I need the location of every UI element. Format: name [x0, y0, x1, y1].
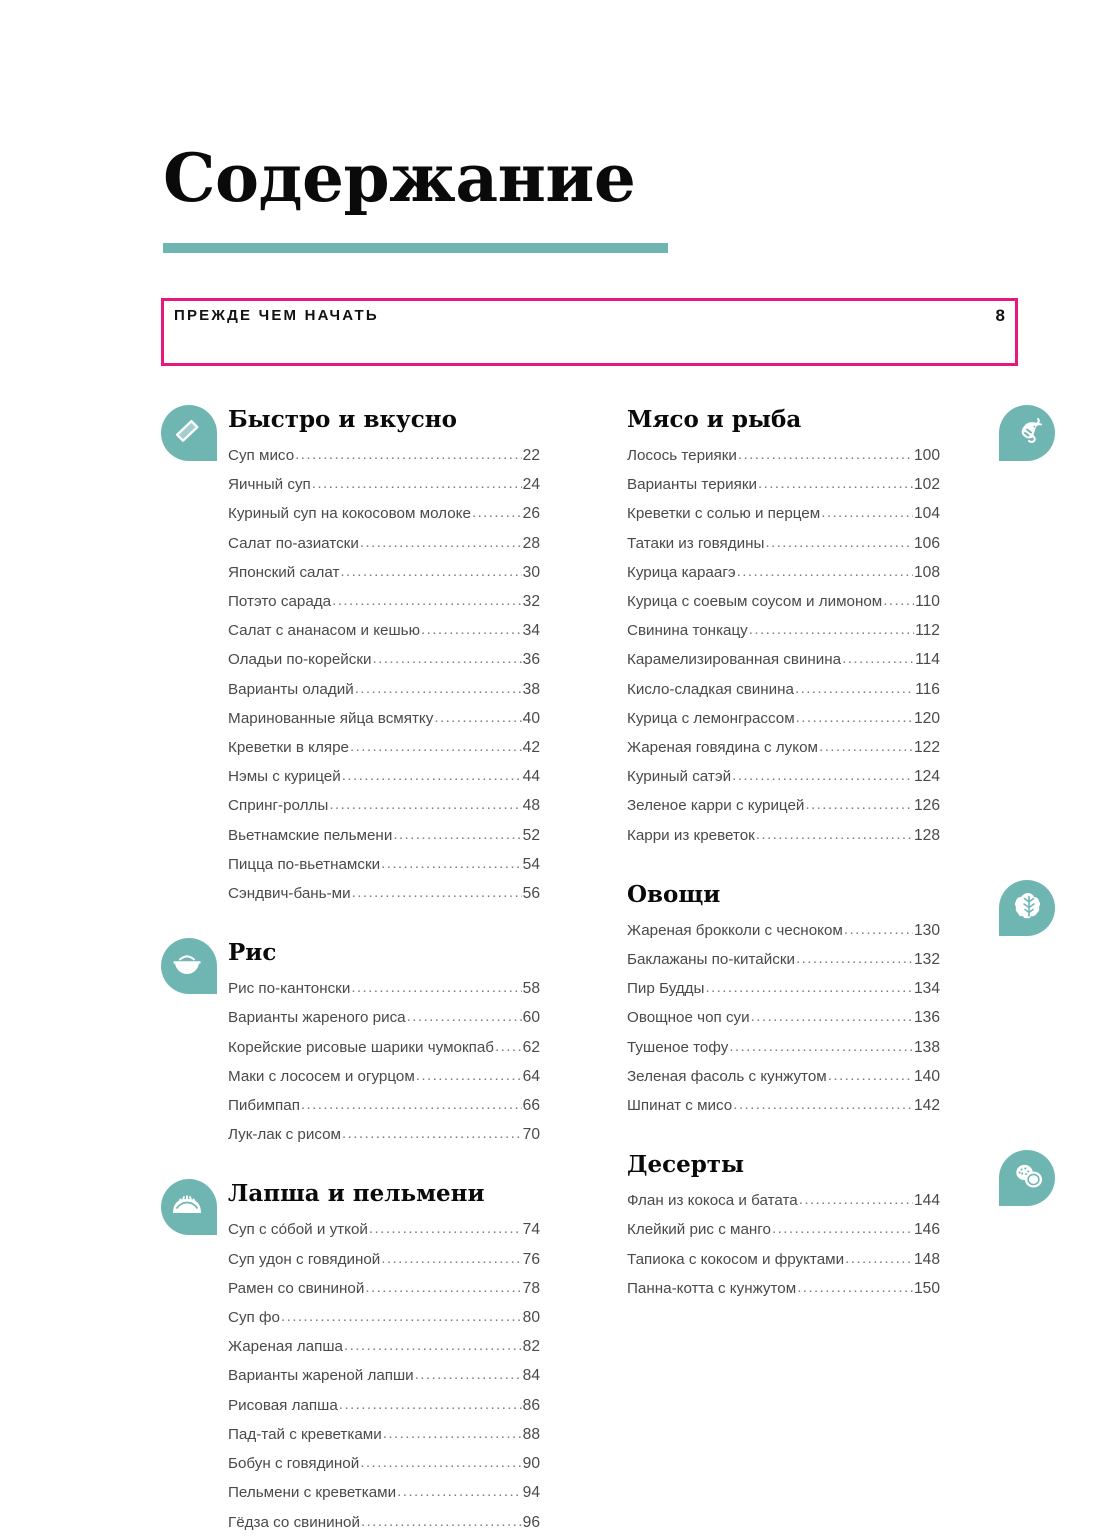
toc-entry-page-number: 84 — [522, 1367, 540, 1385]
dot-leader — [495, 1032, 522, 1061]
toc-entry-title: Гёдза со свининой — [228, 1513, 360, 1531]
toc-entry[interactable] — [627, 499, 940, 528]
toc-entry-page-number: 140 — [913, 1067, 940, 1085]
toc-entry[interactable] — [627, 762, 940, 791]
toc-entry-title: Курица караагэ — [627, 563, 736, 581]
toc-entry-title: Суп с со́бой и уткой — [228, 1221, 368, 1239]
dot-leader — [738, 440, 913, 469]
toc-entry-page-number: 120 — [913, 709, 940, 727]
toc-entry-title: Варианты терияки — [627, 476, 757, 494]
dot-leader — [332, 586, 522, 615]
toc-entry[interactable] — [228, 1332, 540, 1361]
toc-entry-page-number: 132 — [913, 951, 940, 969]
toc-entry-page-number: 112 — [915, 622, 940, 640]
toc-entry[interactable] — [228, 1420, 540, 1449]
toc-entry-page-number: 26 — [522, 505, 540, 523]
toc-entry-page-number: 116 — [915, 680, 940, 698]
toc-entry[interactable] — [228, 1062, 540, 1091]
dot-leader — [797, 1273, 913, 1302]
toc-entry-title: Жареная лапша — [228, 1338, 343, 1356]
toc-entry-page-number: 36 — [522, 651, 540, 669]
toc-entry[interactable] — [228, 1361, 540, 1390]
toc-entry-title: Суп мисо — [228, 447, 295, 464]
toc-entry[interactable] — [627, 1062, 940, 1091]
dot-leader — [795, 674, 914, 703]
toc-entry-page-number: 38 — [522, 680, 540, 698]
toc-entry-title: Куриный сатэй — [627, 768, 732, 786]
dot-leader — [729, 1032, 913, 1061]
toc-entry[interactable] — [627, 675, 940, 704]
toc-entry[interactable] — [228, 558, 540, 587]
toc-entry-title: Креветки с солью и перцем — [627, 505, 821, 523]
toc-entry[interactable] — [627, 1091, 940, 1120]
toc-entry-title: Маринованные яйца всмятку — [228, 709, 434, 727]
toc-entry-title: Свинина тонкацу — [627, 622, 748, 640]
toc-entry[interactable] — [627, 529, 940, 558]
toc-entry-page-number: 22 — [522, 447, 540, 464]
toc-entry-page-number: 54 — [522, 855, 540, 873]
toc-entry[interactable] — [627, 974, 940, 1003]
toc-entry[interactable] — [228, 1215, 540, 1244]
title-underline-rule — [163, 243, 668, 253]
toc-entry[interactable] — [228, 470, 540, 499]
toc-entry-page-number: 24 — [522, 476, 540, 494]
toc-entry[interactable] — [627, 916, 940, 945]
toc-entry[interactable] — [228, 675, 540, 704]
toc-entry-page-number: 80 — [522, 1309, 540, 1327]
dumpling-icon — [161, 1179, 217, 1235]
dot-leader — [373, 644, 522, 673]
dot-leader — [821, 498, 913, 527]
dot-leader — [845, 1244, 913, 1273]
dot-leader — [805, 790, 913, 819]
toc-entry[interactable] — [228, 441, 540, 470]
toc-entry-title: Рис по-кантонски — [228, 980, 351, 998]
toc-section-title: Рис — [228, 939, 277, 967]
toc-entry-title: Пицца по-вьетнамски — [228, 855, 381, 873]
toc-entry-title: Лосось терияки — [627, 447, 737, 464]
toc-entry-page-number: 62 — [522, 1038, 540, 1056]
toc-entry-page-number: 82 — [522, 1338, 540, 1356]
toc-entry-title: Сэндвич-бань-ми — [228, 885, 351, 903]
dot-leader — [737, 557, 913, 586]
toc-entry-page-number: 124 — [913, 768, 940, 786]
toc-entry-page-number: 30 — [522, 563, 540, 581]
toc-entry-page-number: 150 — [913, 1279, 940, 1297]
toc-section — [228, 1179, 540, 1536]
toc-entry-page-number: 90 — [522, 1455, 540, 1473]
toc-entry-page-number: 94 — [522, 1484, 540, 1502]
toc-entry-title: Бобун с говядиной — [228, 1455, 360, 1473]
toc-entry[interactable] — [627, 470, 940, 499]
toc-entry[interactable] — [627, 1274, 940, 1303]
toc-entry-title: Курица с лемонграссом — [627, 709, 795, 727]
intro-section-page-number: 8 — [995, 306, 1005, 325]
toc-entry-title: Рисовая лапша — [228, 1396, 338, 1414]
toc-entry-page-number: 148 — [913, 1250, 940, 1268]
toc-entry-title: Варианты жареного риса — [228, 1009, 406, 1027]
toc-entry-title: Пибимпап — [228, 1097, 300, 1115]
toc-entry[interactable] — [228, 791, 540, 820]
rice-bowl-icon — [161, 938, 217, 994]
toc-entry-page-number: 74 — [522, 1221, 540, 1239]
toc-entry[interactable] — [228, 616, 540, 645]
dot-leader — [329, 790, 521, 819]
toc-entry[interactable] — [228, 1120, 540, 1149]
toc-entry[interactable] — [228, 850, 540, 879]
toc-entry[interactable] — [228, 821, 540, 850]
toc-entry-page-number: 126 — [913, 797, 940, 815]
dot-leader — [383, 1419, 522, 1448]
dot-leader — [828, 1061, 913, 1090]
dot-leader — [361, 1507, 522, 1536]
toc-entry-page-number: 32 — [522, 593, 540, 611]
toc-entry-title: Суп удон с говядиной — [228, 1250, 381, 1268]
toc-entry[interactable] — [228, 499, 540, 528]
toc-entry[interactable] — [627, 616, 940, 645]
toc-entry[interactable] — [627, 441, 940, 470]
dot-leader — [381, 849, 522, 878]
leafy-vegetable-icon — [999, 880, 1055, 936]
toc-column-left — [228, 405, 540, 1537]
toc-entry-title: Овощное чоп суи — [627, 1009, 750, 1027]
toc-entry-page-number: 104 — [913, 505, 940, 523]
toc-entry-page-number: 64 — [522, 1067, 540, 1085]
toc-entry-title: Пельмени с креветками — [228, 1484, 397, 1502]
dot-leader — [421, 615, 522, 644]
dot-leader — [756, 820, 913, 849]
toc-entry-title: Маки с лососем и огурцом — [228, 1067, 415, 1085]
dot-leader — [369, 1214, 522, 1243]
toc-entry-title: Суп фо — [228, 1309, 280, 1327]
dot-leader — [340, 557, 521, 586]
toc-entry[interactable] — [228, 1003, 540, 1032]
toc-entry-title: Рамен со свининой — [228, 1279, 365, 1297]
toc-entry[interactable] — [627, 791, 940, 820]
dot-leader — [342, 1119, 522, 1148]
toc-entry-page-number: 60 — [522, 1009, 540, 1027]
toc-entry-title: Японский салат — [228, 563, 340, 581]
toc-section-title: Мясо и рыба — [627, 406, 802, 433]
toc-entry-title: Зеленое карри с курицей — [627, 797, 805, 815]
toc-entry[interactable] — [228, 1449, 540, 1478]
toc-entry-page-number: 58 — [522, 980, 540, 998]
toc-entry[interactable] — [627, 1186, 940, 1215]
toc-entry-page-number: 96 — [522, 1513, 540, 1531]
toc-entry-page-number: 122 — [913, 739, 940, 757]
dot-leader — [765, 528, 913, 557]
dot-leader — [434, 703, 521, 732]
toc-entry-page-number: 142 — [913, 1097, 940, 1115]
toc-entry-title: Варианты оладий — [228, 680, 354, 698]
toc-entry[interactable] — [228, 762, 540, 791]
dot-leader — [350, 732, 522, 761]
toc-entry-page-number: 52 — [522, 826, 540, 844]
toc-entry-title: Яичный суп — [228, 476, 311, 494]
dot-leader — [415, 1360, 522, 1389]
toc-entry[interactable] — [228, 587, 540, 616]
toc-entry[interactable] — [228, 529, 540, 558]
toc-section-title: Быстро и вкусно — [228, 406, 457, 433]
dot-leader — [355, 674, 522, 703]
toc-entry-page-number: 130 — [913, 921, 940, 939]
toc-entry-page-number: 44 — [522, 768, 540, 786]
toc-section — [627, 1150, 940, 1303]
dot-leader — [751, 1002, 913, 1031]
toc-entry-title: Оладьи по-корейски — [228, 651, 372, 669]
toc-section — [627, 880, 940, 1120]
toc-entry[interactable] — [228, 879, 540, 908]
dot-leader — [819, 732, 913, 761]
toc-entry[interactable] — [627, 1245, 940, 1274]
toc-entry[interactable] — [627, 945, 940, 974]
toc-entry-page-number: 138 — [913, 1038, 940, 1056]
toc-entry-page-number: 136 — [913, 1009, 940, 1027]
tofu-icon — [161, 405, 217, 461]
toc-entry-title: Карри из креветок — [627, 826, 755, 844]
toc-entry-page-number: 128 — [913, 826, 940, 844]
toc-entry-title: Клейкий рис с манго — [627, 1221, 771, 1239]
toc-entry-page-number: 78 — [522, 1279, 540, 1297]
toc-entry-title: Баклажаны по-китайски — [627, 951, 795, 969]
toc-entry[interactable] — [627, 1215, 940, 1244]
toc-entry[interactable] — [627, 587, 940, 616]
dot-leader — [301, 1090, 522, 1119]
toc-entry-page-number: 28 — [522, 534, 540, 552]
page-title: Содержание — [163, 139, 636, 217]
dot-leader — [281, 1302, 522, 1331]
toc-entry-title: Нэмы с курицей — [228, 768, 341, 786]
toc-entry-page-number: 40 — [522, 709, 540, 727]
toc-entry-page-number: 70 — [522, 1126, 540, 1144]
toc-entry-title: Лук-лак с рисом — [228, 1126, 342, 1144]
toc-entry-title: Креветки в кляре — [228, 739, 349, 757]
toc-entry-title: Вьетнамские пельмени — [228, 826, 393, 844]
toc-entry-page-number: 88 — [522, 1425, 540, 1443]
toc-entry-page-number: 76 — [522, 1250, 540, 1268]
dot-leader — [705, 973, 913, 1002]
toc-entry-page-number: 34 — [522, 622, 540, 640]
toc-entry[interactable] — [228, 704, 540, 733]
toc-entry[interactable] — [228, 1508, 540, 1537]
dot-leader — [416, 1061, 522, 1090]
toc-entry-title: Пад-тай с креветками — [228, 1425, 382, 1443]
dot-leader — [842, 644, 914, 673]
toc-section-title: Овощи — [627, 880, 721, 908]
dot-leader — [733, 1090, 913, 1119]
dot-leader — [407, 1002, 522, 1031]
toc-entry-title: Татаки из говядины — [627, 534, 765, 552]
toc-entry-title: Салат с ананасом и кешью — [228, 622, 420, 640]
toc-section-title: Лапша и пельмени — [228, 1180, 485, 1208]
dot-leader — [758, 469, 913, 498]
dot-leader — [472, 498, 522, 527]
dot-leader — [352, 878, 522, 907]
toc-entry-title: Кисло-сладкая свинина — [627, 680, 794, 698]
shrimp-icon — [999, 405, 1055, 461]
toc-entry-page-number: 108 — [913, 563, 940, 581]
intro-section-label: ПРЕЖДЕ ЧЕМ НАЧАТЬ — [174, 307, 379, 324]
toc-column-right — [627, 405, 940, 1303]
toc-entry-title: Курица с соевым соусом и лимоном — [627, 593, 883, 611]
toc-section-title: Десерты — [627, 1151, 745, 1179]
toc-entry-title: Тушеное тофу — [627, 1038, 729, 1056]
toc-entry-title: Зеленая фасоль с кунжутом — [627, 1067, 827, 1085]
dot-leader — [844, 915, 913, 944]
toc-entry-page-number: 144 — [913, 1192, 940, 1210]
toc-entry[interactable] — [228, 1303, 540, 1332]
toc-entry-page-number: 48 — [522, 797, 540, 815]
toc-entry[interactable] — [627, 704, 940, 733]
dot-leader — [365, 1273, 521, 1302]
toc-entry[interactable] — [627, 645, 940, 674]
toc-entry[interactable] — [228, 645, 540, 674]
dot-leader — [749, 615, 914, 644]
toc-entry-title: Жареная говядина с луком — [627, 739, 818, 757]
toc-entry[interactable] — [228, 1274, 540, 1303]
toc-entry-title: Тапиока с кокосом и фруктами — [627, 1250, 845, 1268]
toc-entry-title: Жареная брокколи с чесноком — [627, 921, 843, 939]
toc-entry-page-number: 102 — [913, 476, 940, 494]
dot-leader — [796, 944, 913, 973]
intro-section-box[interactable] — [161, 298, 1018, 366]
toc-section — [228, 938, 540, 1149]
toc-entry[interactable] — [228, 1033, 540, 1062]
dot-leader — [360, 1448, 521, 1477]
toc-entry-page-number: 56 — [522, 885, 540, 903]
toc-entry-title: Салат по-азиатски — [228, 534, 359, 552]
toc-entry-page-number: 146 — [913, 1221, 940, 1239]
toc-entry[interactable] — [228, 1091, 540, 1120]
dot-leader — [312, 469, 522, 498]
toc-entry[interactable] — [627, 821, 940, 850]
dot-leader — [393, 820, 521, 849]
toc-entry-page-number: 110 — [915, 593, 940, 611]
mochi-dessert-icon — [999, 1150, 1055, 1206]
dot-leader — [339, 1390, 522, 1419]
toc-entry[interactable] — [228, 974, 540, 1003]
toc-entry-page-number: 66 — [522, 1097, 540, 1115]
toc-entry-page-number: 106 — [913, 534, 940, 552]
toc-entry-title: Варианты жареной лапши — [228, 1367, 414, 1385]
toc-entry[interactable] — [627, 1003, 940, 1032]
dot-leader — [883, 586, 914, 615]
toc-section — [627, 405, 940, 850]
toc-entry-title: Спринг-роллы — [228, 797, 329, 815]
toc-entry[interactable] — [627, 558, 940, 587]
toc-entry-title: Куриный суп на кокосовом молоке — [228, 505, 471, 523]
toc-entry-page-number: 100 — [913, 447, 940, 464]
toc-entry-title: Потэто сарада — [228, 593, 332, 611]
dot-leader — [342, 761, 522, 790]
toc-entry[interactable] — [228, 1478, 540, 1507]
dot-leader — [360, 528, 522, 557]
dot-leader — [381, 1244, 521, 1273]
dot-leader — [351, 973, 521, 1002]
toc-entry[interactable] — [228, 1245, 540, 1274]
dot-leader — [799, 1185, 913, 1214]
toc-entry[interactable] — [228, 1391, 540, 1420]
dot-leader — [732, 761, 913, 790]
dot-leader — [344, 1331, 522, 1360]
toc-entry-page-number: 114 — [915, 651, 940, 669]
dot-leader — [796, 703, 913, 732]
dot-leader — [772, 1214, 913, 1243]
toc-entry-page-number: 86 — [522, 1396, 540, 1414]
toc-entry-title: Карамелизированная свинина — [627, 651, 842, 669]
toc-entry-page-number: 42 — [522, 739, 540, 757]
dot-leader — [295, 440, 521, 469]
toc-entry[interactable] — [228, 733, 540, 762]
dot-leader — [397, 1477, 522, 1506]
toc-entry-title: Флан из кокоса и батата — [627, 1192, 798, 1210]
toc-entry-title: Шпинат с мисо — [627, 1097, 733, 1115]
toc-entry-title: Корейские рисовые шарики чумокпаб — [228, 1038, 494, 1056]
toc-entry[interactable] — [627, 733, 940, 762]
toc-entry-page-number: 134 — [913, 980, 940, 998]
toc-entry[interactable] — [627, 1033, 940, 1062]
toc-section — [228, 405, 540, 908]
toc-entry-title: Панна-котта с кунжутом — [627, 1279, 797, 1297]
toc-entry-title: Пир Будды — [627, 980, 705, 998]
